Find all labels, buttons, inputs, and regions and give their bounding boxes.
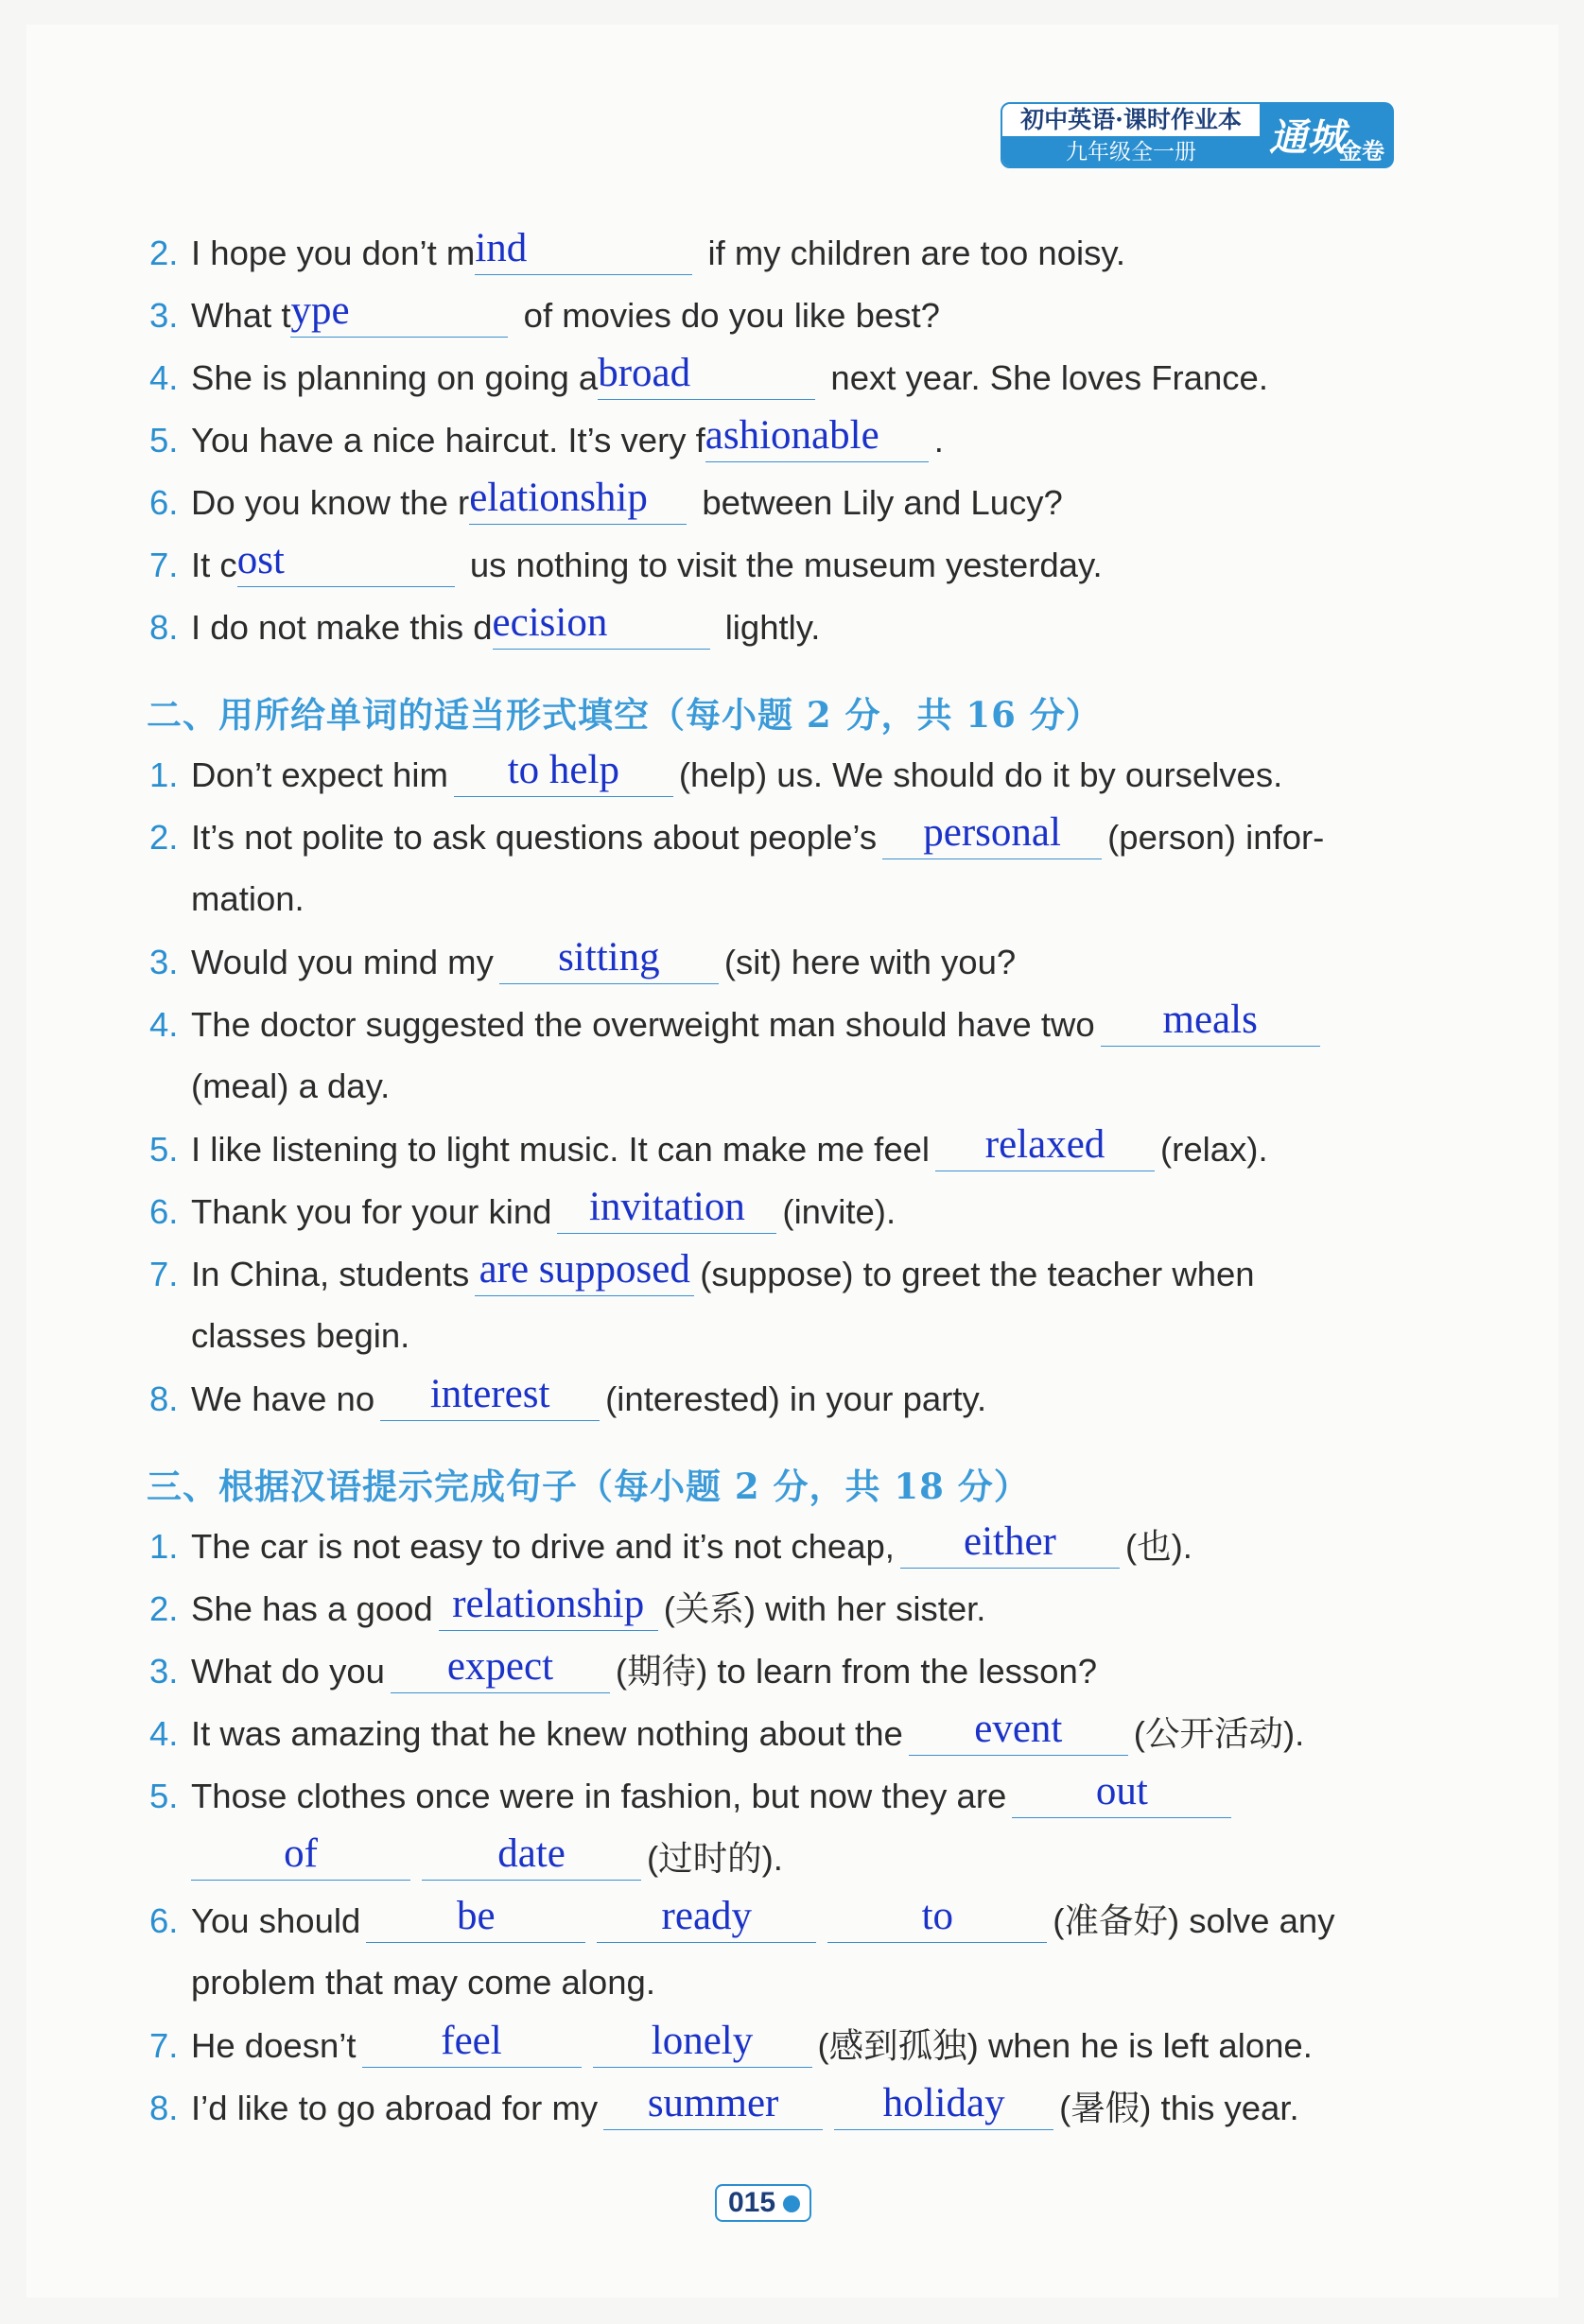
question-continuation: of date (过时的). bbox=[191, 1836, 783, 1881]
part3-question: 1. The car is not easy to drive and it’s not cheap, either (也). bbox=[149, 1524, 1192, 1569]
part1-question: 5. You have a nice haircut. It’s very f ashionable . bbox=[149, 418, 944, 462]
grade-label: 九年级全一册 bbox=[1002, 136, 1260, 168]
answer-blank[interactable]: relationship bbox=[439, 1587, 658, 1631]
part2-question: 7. In China, students are supposed (suppose) to greet the teacher when bbox=[149, 1252, 1255, 1296]
page-number: 015 bbox=[728, 2187, 776, 2218]
answer-blank[interactable]: feel bbox=[362, 2023, 582, 2068]
part3-question: 8. I’d like to go abroad for my summer holiday (暑假) this year. bbox=[149, 2086, 1299, 2130]
answer-blank[interactable]: ost bbox=[237, 543, 455, 587]
series-title: 初中英语·课时作业本 bbox=[1020, 106, 1242, 133]
part1-question: 6. Do you know the r elationship between Lily and Lucy? bbox=[149, 480, 1063, 525]
answer-blank[interactable]: relaxed bbox=[935, 1127, 1155, 1171]
page-dot-icon bbox=[783, 2195, 800, 2212]
part2-question: 5. I like listening to light music. It can make me feel relaxed (relax). bbox=[149, 1127, 1268, 1171]
answer-blank[interactable]: meals bbox=[1101, 1002, 1320, 1047]
page-number-box bbox=[715, 2184, 811, 2222]
answer-blank[interactable]: either bbox=[900, 1524, 1120, 1569]
part3-question: 7. He doesn’t feel lonely (感到孤独) when he is left alone. bbox=[149, 2023, 1313, 2068]
answer-blank[interactable]: elationship bbox=[469, 480, 687, 525]
answer-blank[interactable]: sitting bbox=[499, 940, 719, 984]
series-title-box bbox=[1001, 102, 1262, 168]
brand-sub: 金卷 bbox=[1339, 138, 1384, 165]
part2-question: 8. We have no interest (interested) in your party. bbox=[149, 1377, 986, 1421]
answer-blank[interactable]: out bbox=[1012, 1774, 1231, 1818]
answer-blank[interactable]: interest bbox=[380, 1377, 600, 1421]
answer-blank[interactable]: are supposed bbox=[475, 1252, 694, 1296]
answer-blank[interactable]: to help bbox=[454, 753, 673, 797]
answer-blank[interactable]: expect bbox=[391, 1649, 610, 1693]
answer-blank[interactable]: be bbox=[366, 1899, 585, 1943]
part3-question: 6. You should be ready to (准备好) solve any bbox=[149, 1899, 1334, 1943]
part1-question: 3. What t ype of movies do you like best? bbox=[149, 293, 940, 338]
answer-blank[interactable]: summer bbox=[603, 2086, 823, 2130]
part1-question: 8. I do not make this d ecision lightly. bbox=[149, 605, 820, 650]
question-continuation: (meal) a day. bbox=[191, 1067, 391, 1105]
part2-question: 3. Would you mind my sitting (sit) here with you? bbox=[149, 940, 1016, 984]
part2-question: 1. Don’t expect him to help (help) us. We should do it by ourselves. bbox=[149, 753, 1282, 797]
answer-blank[interactable]: event bbox=[909, 1711, 1128, 1756]
part3-question: 3. What do you expect (期待) to learn from the lesson? bbox=[149, 1649, 1097, 1693]
question-continuation: mation. bbox=[191, 879, 305, 918]
part3-question: 2. She has a good relationship (关系) with her sister. bbox=[149, 1587, 985, 1631]
section-title-part3: 三、根据汉语提示完成句子（每小题 2 分，共 18 分） bbox=[147, 1466, 1030, 1507]
answer-blank[interactable]: lonely bbox=[593, 2023, 812, 2068]
part1-question: 4. She is planning on going a broad next year. She loves France. bbox=[149, 356, 1268, 400]
answer-blank[interactable]: date bbox=[422, 1836, 641, 1881]
question-continuation: classes begin. bbox=[191, 1316, 410, 1355]
answer-blank[interactable]: ready bbox=[597, 1899, 816, 1943]
answer-blank[interactable]: holiday bbox=[834, 2086, 1053, 2130]
part2-question: 2. It’s not polite to ask questions about people’s personal (person) infor- bbox=[149, 815, 1324, 859]
answer-blank[interactable]: personal bbox=[882, 815, 1102, 859]
part3-question: 5. Those clothes once were in fashion, but now they are out bbox=[149, 1774, 1237, 1818]
answer-blank[interactable]: broad bbox=[598, 356, 815, 400]
header-badge bbox=[1001, 102, 1394, 168]
brand-logo bbox=[1262, 102, 1394, 168]
answer-blank[interactable]: to bbox=[827, 1899, 1047, 1943]
answer-blank[interactable]: ecision bbox=[493, 605, 710, 650]
answer-blank[interactable]: ype bbox=[290, 293, 508, 338]
part2-question: 4. The doctor suggested the overweight man should have two meals bbox=[149, 1002, 1326, 1047]
question-continuation: problem that may come along. bbox=[191, 1963, 655, 2002]
part3-question: 4. It was amazing that he knew nothing about the event (公开活动). bbox=[149, 1711, 1304, 1756]
answer-blank[interactable]: ind bbox=[475, 231, 692, 275]
answer-blank[interactable]: ashionable bbox=[705, 418, 929, 462]
part1-question: 7. It c ost us nothing to visit the museum yesterday. bbox=[149, 543, 1103, 587]
part1-question: 2. I hope you don’t m ind if my children are too noisy. bbox=[149, 231, 1125, 275]
answer-blank[interactable]: of bbox=[191, 1836, 410, 1881]
answer-blank[interactable]: invitation bbox=[557, 1189, 776, 1234]
section-title-part2: 二、用所给单词的适当形式填空（每小题 2 分，共 16 分） bbox=[147, 694, 1102, 736]
brand-name: 通城 bbox=[1269, 115, 1345, 160]
part2-question: 6. Thank you for your kind invitation (invite). bbox=[149, 1189, 896, 1234]
